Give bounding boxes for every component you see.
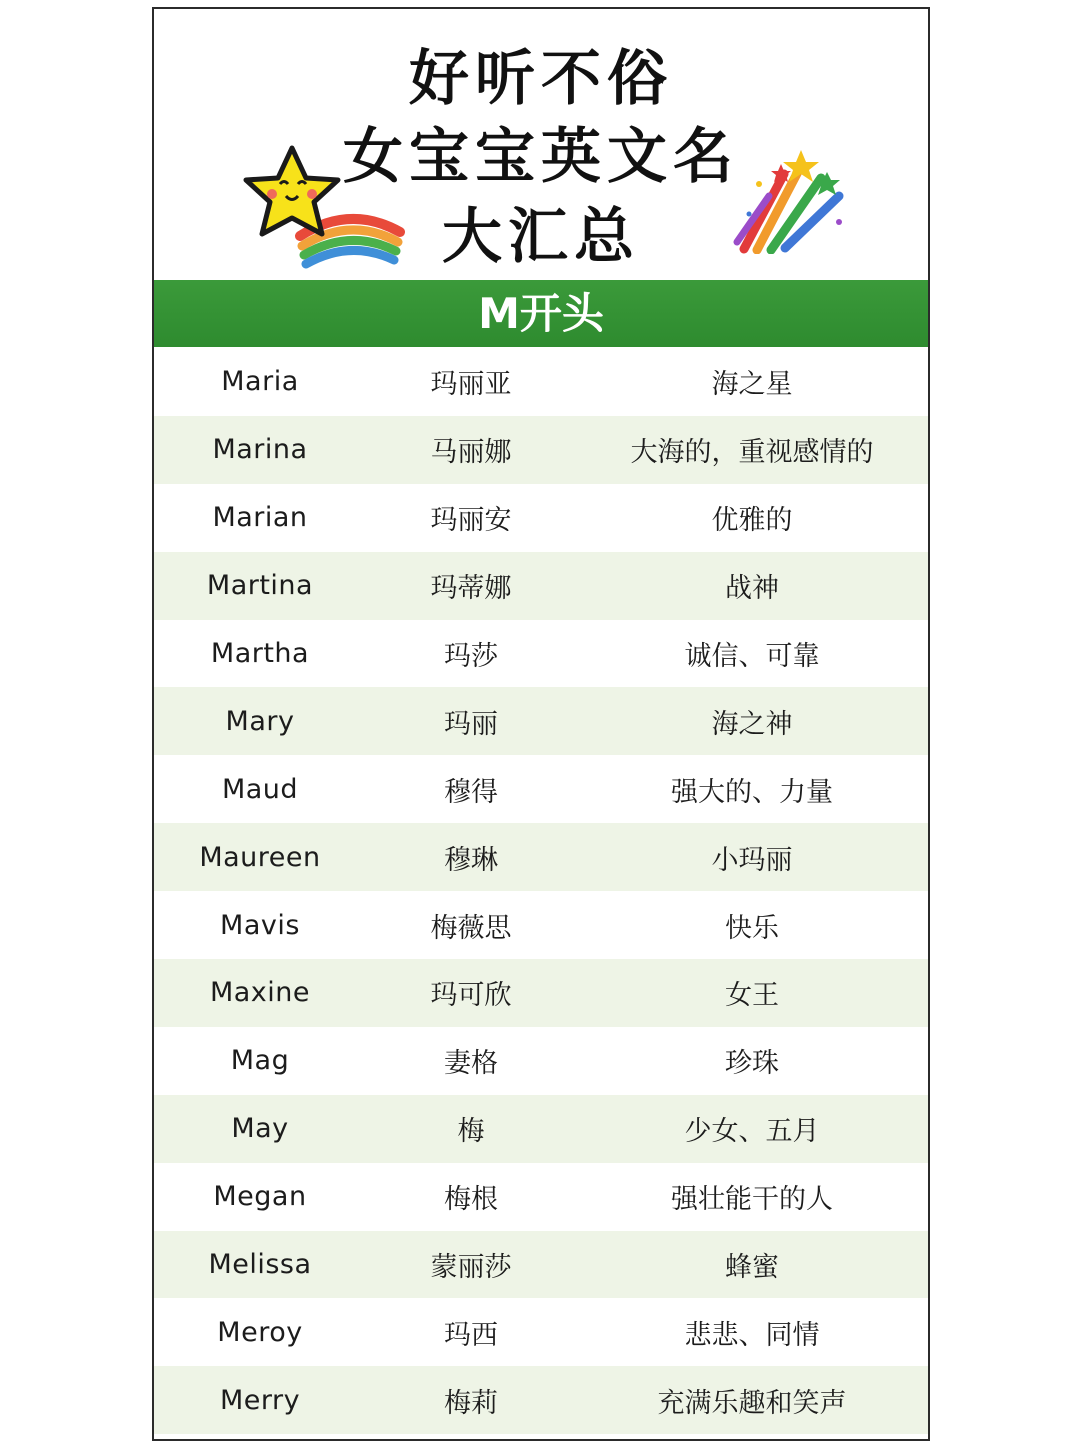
table-row xyxy=(154,1366,928,1434)
chinese-name: 梅根 xyxy=(444,1184,498,1216)
name-meaning: 强壮能干的人 xyxy=(671,1184,833,1216)
title-line-3: 大汇总 xyxy=(442,202,640,272)
table-row xyxy=(154,348,928,416)
name-meaning: 海之神 xyxy=(711,708,793,740)
chinese-name: 梅莉 xyxy=(444,1387,498,1419)
chinese-name: 玛西 xyxy=(444,1319,498,1351)
name-meaning: 小玛丽 xyxy=(711,844,793,876)
english-name: Maud xyxy=(221,773,299,805)
chinese-name: 玛丽 xyxy=(444,708,498,740)
smiling-star-rainbow-icon xyxy=(240,144,410,274)
name-meaning: 强大的、力量 xyxy=(671,776,833,808)
name-meaning: 大海的，重视感情的 xyxy=(630,437,874,469)
table-row xyxy=(154,1298,928,1366)
name-meaning: 海之星 xyxy=(711,369,793,401)
table-row xyxy=(154,959,928,1027)
title-line-2: 女宝宝英文名 xyxy=(343,122,739,192)
name-meaning: 充满乐趣和笑声 xyxy=(657,1387,847,1419)
names-table xyxy=(154,348,928,1434)
table-row xyxy=(154,1163,928,1231)
chinese-name: 玛莎 xyxy=(444,641,498,672)
name-list-card xyxy=(152,7,930,1441)
chinese-name: 妻格 xyxy=(444,1048,498,1080)
name-meaning: 优雅的 xyxy=(711,505,793,537)
table-row xyxy=(154,620,928,688)
chinese-name: 梅薇思 xyxy=(430,912,512,944)
name-meaning: 少女、五月 xyxy=(684,1116,820,1148)
table-row xyxy=(154,416,928,484)
name-meaning: 快乐 xyxy=(725,912,779,944)
chinese-name: 穆得 xyxy=(444,776,498,808)
english-name: Maxine xyxy=(209,977,311,1009)
table-row xyxy=(154,755,928,823)
english-name: Mavis xyxy=(220,909,300,941)
name-meaning: 珍珠 xyxy=(725,1048,779,1080)
english-name: May xyxy=(231,1113,289,1145)
english-name: Martha xyxy=(210,638,310,669)
chinese-name: 梅 xyxy=(457,1116,485,1148)
english-name: Maureen xyxy=(199,841,321,873)
english-name: Meroy xyxy=(217,1316,303,1348)
english-name: Mag xyxy=(230,1045,290,1077)
name-meaning: 战神 xyxy=(725,573,779,605)
name-meaning: 诚信、可靠 xyxy=(684,641,820,672)
chinese-name: 蒙丽莎 xyxy=(430,1252,512,1284)
english-name: Mary xyxy=(225,705,295,737)
table-row xyxy=(154,552,928,620)
name-meaning: 蜂蜜 xyxy=(725,1252,779,1284)
table-row xyxy=(154,1231,928,1299)
section-header: M开头 xyxy=(154,280,928,347)
name-meaning: 女王 xyxy=(725,980,779,1012)
chinese-name: 穆琳 xyxy=(444,844,498,876)
title-line-1: 好听不俗 xyxy=(409,44,673,114)
chinese-name: 玛蒂娜 xyxy=(430,573,512,605)
english-name: Marian xyxy=(212,502,308,534)
chinese-name: 玛可欣 xyxy=(430,980,512,1012)
table-row xyxy=(154,484,928,552)
table-row xyxy=(154,823,928,891)
title-area xyxy=(154,9,928,279)
english-name: Martina xyxy=(206,570,314,602)
english-name: Megan xyxy=(213,1181,307,1213)
chinese-name: 玛丽安 xyxy=(430,505,512,537)
table-row xyxy=(154,891,928,959)
chinese-name: 马丽娜 xyxy=(430,437,512,469)
colorful-stars-burst-icon xyxy=(729,144,849,254)
english-name: Merry xyxy=(219,1384,301,1416)
name-meaning: 悲悲、同情 xyxy=(684,1319,820,1351)
table-row xyxy=(154,1095,928,1163)
english-name: Marina xyxy=(212,434,308,466)
english-name: Maria xyxy=(221,366,299,398)
chinese-name: 玛丽亚 xyxy=(430,369,512,401)
table-row xyxy=(154,687,928,755)
english-name: Melissa xyxy=(208,1249,312,1281)
table-row xyxy=(154,1027,928,1095)
